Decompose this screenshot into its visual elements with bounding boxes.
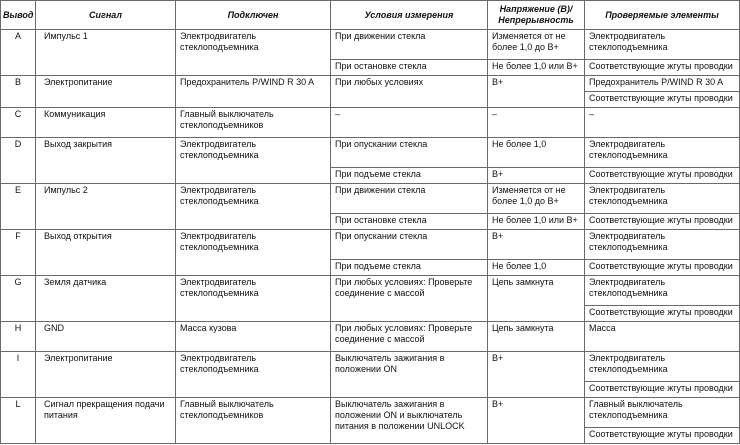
header-pin: Вывод <box>1 1 36 30</box>
table-row <box>1 30 740 60</box>
check-cell: Масса <box>585 322 740 352</box>
condition-cell: Выключатель зажигания в положении ON <box>331 351 488 397</box>
signal-cell: Выход закрытия <box>36 138 176 184</box>
voltage-cell: Цепь замкнута <box>488 322 585 352</box>
table-row <box>1 108 740 138</box>
voltage-cell: В+ <box>488 230 585 260</box>
check-cell: Электродвигатель стеклоподъемника <box>585 30 740 60</box>
check-cell: Соответствующие жгуты проводки <box>585 381 740 397</box>
check-cell: Соответствующие жгуты проводки <box>585 427 740 443</box>
signal-cell: Коммуникация <box>36 108 176 138</box>
signal-cell: Электропитание <box>36 351 176 397</box>
table-row <box>1 397 740 427</box>
voltage-cell: Не более 1,0 <box>488 259 585 275</box>
table-row <box>1 138 740 168</box>
signal-cell: GND <box>36 322 176 352</box>
condition-cell: При движении стекла <box>331 184 488 214</box>
check-cell: Электродвигатель стеклоподъемника <box>585 230 740 260</box>
connected-cell: Предохранитель P/WIND R 30 A <box>176 75 331 107</box>
check-cell: Электродвигатель стеклоподъемника <box>585 276 740 306</box>
voltage-cell: В+ <box>488 397 585 443</box>
check-cell: Соответствующие жгуты проводки <box>585 92 740 108</box>
table-body <box>1 30 740 444</box>
voltage-cell: В+ <box>488 351 585 397</box>
condition-cell: При движении стекла <box>331 30 488 60</box>
condition-cell: При любых условиях <box>331 75 488 107</box>
signal-cell: Электропитание <box>36 75 176 107</box>
voltage-cell: Изменяется от не более 1,0 до В+ <box>488 30 585 60</box>
signal-cell: Земля датчика <box>36 276 176 322</box>
table-row <box>1 184 740 214</box>
connected-cell: Электродвигатель стеклоподъемника <box>176 351 331 397</box>
voltage-cell: – <box>488 108 585 138</box>
pin-cell: G <box>1 276 36 322</box>
signal-cell: Выход открытия <box>36 230 176 276</box>
condition-cell: – <box>331 108 488 138</box>
connected-cell: Электродвигатель стеклоподъемника <box>176 138 331 184</box>
check-cell: Главный выключатель стеклоподъемника <box>585 397 740 427</box>
connected-cell: Электродвигатель стеклоподъемника <box>176 184 331 230</box>
condition-cell: Выключатель зажигания в положении ON и выключатель питания в положении UNLOCK <box>331 397 488 443</box>
condition-cell: При опускании стекла <box>331 230 488 260</box>
voltage-cell: Цепь замкнута <box>488 276 585 322</box>
header-check: Проверяемые элементы <box>585 1 740 30</box>
pin-cell: B <box>1 75 36 107</box>
check-cell: Соответствующие жгуты проводки <box>585 167 740 183</box>
check-cell: Соответствующие жгуты проводки <box>585 213 740 229</box>
signal-cell: Сигнал прекращения подачи питания <box>36 397 176 443</box>
condition-cell: При любых условиях: Проверьте соединение с массой <box>331 322 488 352</box>
pin-cell: E <box>1 184 36 230</box>
pin-cell: L <box>1 397 36 443</box>
table-row <box>1 75 740 91</box>
pin-cell: A <box>1 30 36 76</box>
voltage-cell: Изменяется от не более 1,0 до В+ <box>488 184 585 214</box>
header-signal: Сигнал <box>36 1 176 30</box>
check-cell: Электродвигатель стеклоподъемника <box>585 351 740 381</box>
connected-cell: Масса кузова <box>176 322 331 352</box>
connected-cell: Главный выключатель стеклоподъемников <box>176 397 331 443</box>
signal-cell: Импульс 2 <box>36 184 176 230</box>
pin-cell: D <box>1 138 36 184</box>
table-row <box>1 230 740 260</box>
pin-cell: H <box>1 322 36 352</box>
pin-cell: C <box>1 108 36 138</box>
header-condition: Условия измерения <box>331 1 488 30</box>
check-cell: Предохранитель P/WIND R 30 A <box>585 75 740 91</box>
condition-cell: При остановке стекла <box>331 213 488 229</box>
voltage-cell: Не более 1,0 или В+ <box>488 213 585 229</box>
connected-cell: Главный выключатель стеклоподъемников <box>176 108 331 138</box>
pin-cell: I <box>1 351 36 397</box>
connected-cell: Электродвигатель стеклоподъемника <box>176 230 331 276</box>
voltage-cell: В+ <box>488 75 585 107</box>
pin-cell: F <box>1 230 36 276</box>
check-cell: Соответствующие жгуты проводки <box>585 59 740 75</box>
voltage-cell: Не более 1,0 <box>488 138 585 168</box>
header-voltage: Напряжение (В)/ Непрерывность <box>488 1 585 30</box>
voltage-cell: Не более 1,0 или В+ <box>488 59 585 75</box>
check-cell: Соответствующие жгуты проводки <box>585 305 740 321</box>
check-cell: Электродвигатель стеклоподъемника <box>585 184 740 214</box>
voltage-cell: В+ <box>488 167 585 183</box>
header-row <box>1 1 740 30</box>
condition-cell: При любых условиях: Проверьте соединение с массой <box>331 276 488 322</box>
table-row <box>1 276 740 306</box>
check-cell: – <box>585 108 740 138</box>
condition-cell: При подъеме стекла <box>331 167 488 183</box>
signal-cell: Импульс 1 <box>36 30 176 76</box>
table-row <box>1 351 740 381</box>
check-cell: Электродвигатель стеклоподъемника <box>585 138 740 168</box>
condition-cell: При подъеме стекла <box>331 259 488 275</box>
connected-cell: Электродвигатель стеклоподъемника <box>176 30 331 76</box>
table-row <box>1 322 740 352</box>
header-connected: Подключен <box>176 1 331 30</box>
check-cell: Соответствующие жгуты проводки <box>585 259 740 275</box>
condition-cell: При опускании стекла <box>331 138 488 168</box>
condition-cell: При остановке стекла <box>331 59 488 75</box>
connected-cell: Электродвигатель стеклоподъемника <box>176 276 331 322</box>
